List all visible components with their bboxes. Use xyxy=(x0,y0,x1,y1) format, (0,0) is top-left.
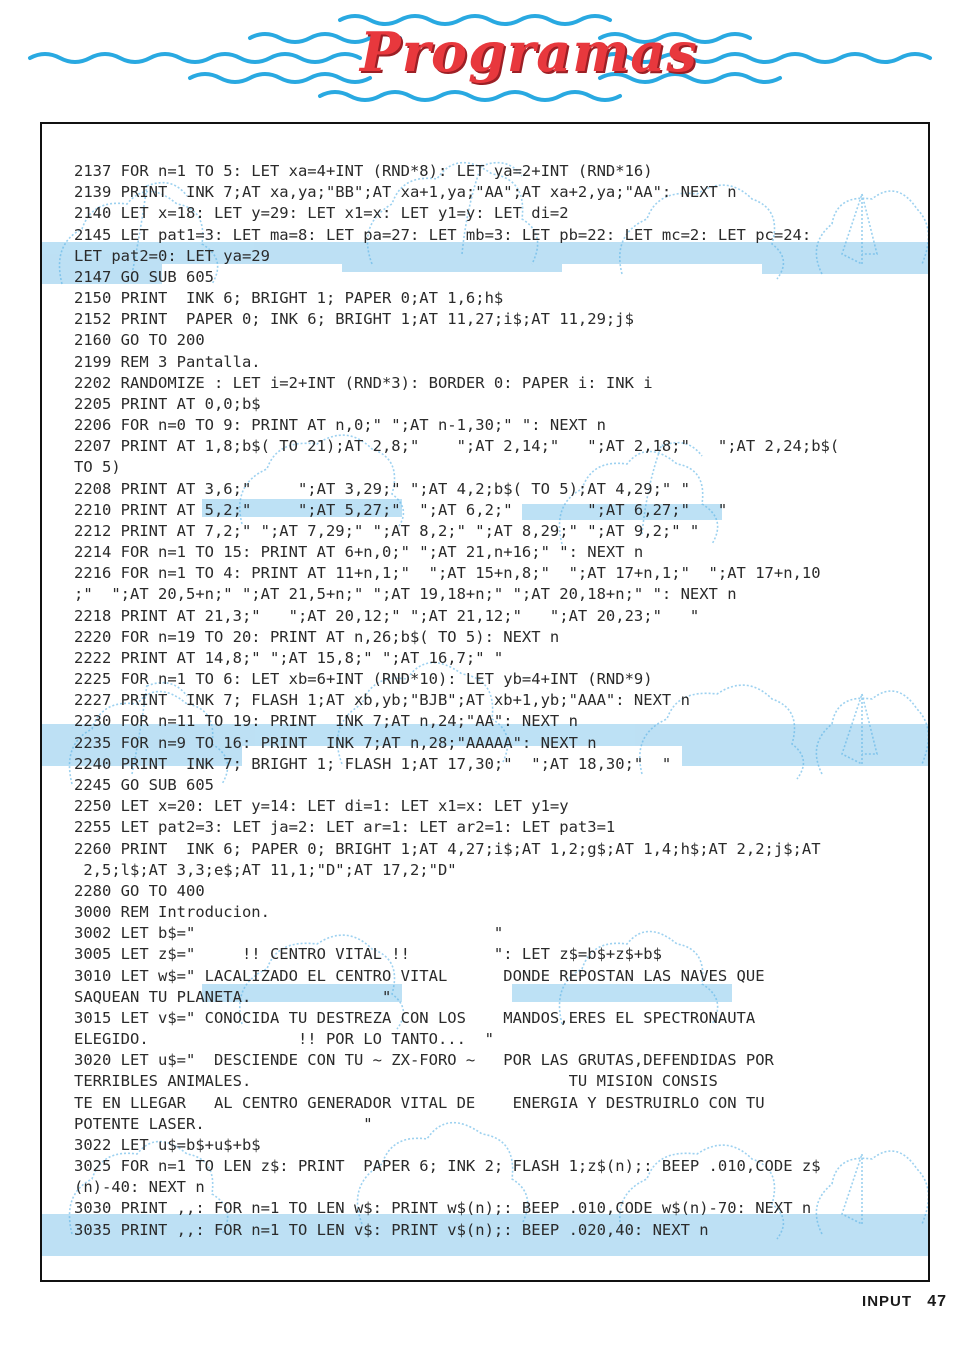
code-line: 3002 LET b$=" " xyxy=(74,924,504,943)
code-line: 2235 FOR n=9 TO 16: PRINT INK 7;AT n,28;"AAAAA": NEXT n xyxy=(74,733,597,752)
code-line: 2230 FOR n=11 TO 19: PRINT INK 7;AT n,24;"AA": NEXT n xyxy=(74,712,578,731)
code-line: 2222 PRINT AT 14,8;" ";AT 15,8;" ";AT 16,7;" " xyxy=(74,648,504,667)
code-line: 2255 LET pat2=3: LET ja=2: LET ar=1: LET ar2=1: LET pat3=1 xyxy=(74,818,616,837)
code-line: 2202 RANDOMIZE : LET i=2+INT (RND*3): BORDER 0: PAPER i: INK i xyxy=(74,373,653,392)
code-line: 2152 PRINT PAPER 0; INK 6; BRIGHT 1;AT 11,27;i$;AT 11,29;j$ xyxy=(74,310,634,329)
code-line: 2140 LET x=18: LET y=29: LET x1=x: LET y1=y: LET di=2 xyxy=(74,204,569,223)
code-line: POTENTE LASER. " xyxy=(74,1114,373,1133)
code-line: 2227 PRINT INK 7; FLASH 1;AT xb,yb;"BJB";AT xb+1,yb;"AAA": NEXT n xyxy=(74,691,690,710)
code-line: 2139 PRINT INK 7;AT xa,ya;"BB";AT xa+1,ya;"AA";AT xa+2,ya;"AA": NEXT n xyxy=(74,183,737,202)
code-line: 3020 LET u$=" DESCIENDE CON TU ~ ZX-FORO ~ POR LAS GRUTAS,DEFENDIDAS POR xyxy=(74,1051,774,1070)
code-line: 3025 FOR n=1 TO LEN z$: PRINT PAPER 6; INK 2; FLASH 1;z$(n);: BEEP .010,CODE z$ xyxy=(74,1157,821,1176)
code-line: 2225 FOR n=1 TO 6: LET xb=6+INT (RND*10): LET yb=4+INT (RND*9) xyxy=(74,670,653,689)
code-line: 2240 PRINT INK 7; BRIGHT 1; FLASH 1;AT 17,30;" ";AT 18,30;" " xyxy=(74,754,672,773)
code-line: 3022 LET u$=b$+u$+b$ xyxy=(74,1135,261,1154)
code-line: 3015 LET v$=" CONOCIDA TU DESTREZA CON LOS MANDOS,ERES EL SPECTRONAUTA xyxy=(74,1008,756,1027)
code-line: LET pat2=0: LET ya=29 xyxy=(74,246,270,265)
code-line: 2216 FOR n=1 TO 4: PRINT AT 11+n,1;" ";AT 15+n,8;" ";AT 17+n,1;" ";AT 17+n,10 xyxy=(74,564,821,583)
code-line: 2205 PRINT AT 0,0;b$ xyxy=(74,394,261,413)
code-line: 3035 PRINT ,,: FOR n=1 TO LEN v$: PRINT v$(n);: BEEP .020,40: NEXT n xyxy=(74,1220,709,1239)
code-line: ;" ";AT 20,5+n;" ";AT 21,5+n;" ";AT 19,18+n;" ";AT 20,18+n;" ": NEXT n xyxy=(74,585,737,604)
page-header xyxy=(0,0,969,110)
code-line: 2214 FOR n=1 TO 15: PRINT AT 6+n,0;" ";AT 21,n+16;" ": NEXT n xyxy=(74,543,644,562)
code-line: 2160 GO TO 200 xyxy=(74,331,205,350)
code-line: 2206 FOR n=0 TO 9: PRINT AT n,0;" ";AT n-1,30;" ": NEXT n xyxy=(74,416,606,435)
code-line: 2147 GO SUB 605 xyxy=(74,267,214,286)
code-line: TE EN LLEGAR AL CENTRO GENERADOR VITAL DE ENERGIA Y DESTRUIRLO CON TU xyxy=(74,1093,765,1112)
code-line: 2245 GO SUB 605 xyxy=(74,775,214,794)
code-line: ELEGIDO. !! POR LO TANTO... " xyxy=(74,1030,494,1049)
code-line: 3000 REM Introducion. xyxy=(74,903,270,922)
code-line: 2218 PRINT AT 21,3;" ";AT 20,12;" ";AT 21,12;" ";AT 20,23;" " xyxy=(74,606,700,625)
page-number: 47 xyxy=(927,1293,947,1310)
code-line: 2145 LET pat1=3: LET ma=8: LET pa=27: LET mb=3: LET pb=22: LET mc=2: LET pc=24: xyxy=(74,225,812,244)
code-line: (n)-40: NEXT n xyxy=(74,1178,205,1197)
page-title: Programas xyxy=(360,20,698,84)
code-line: 2250 LET x=20: LET y=14: LET di=1: LET x1=x: LET y1=y xyxy=(74,797,569,816)
page-footer xyxy=(862,1293,947,1315)
code-line: 2199 REM 3 Pantalla. xyxy=(74,352,261,371)
magazine-name: INPUT xyxy=(862,1293,913,1310)
code-line: 2,5;l$;AT 3,3;e$;AT 11,1;"D";AT 17,2;"D" xyxy=(74,860,457,879)
code-line: SAQUEAN TU PLANETA. " xyxy=(74,987,392,1006)
code-line: 2280 GO TO 400 xyxy=(74,881,205,900)
code-line: 2207 PRINT AT 1,8;b$( TO 21);AT 2,8;" ";AT 2,14;" ";AT 2,18;" ";AT 2,24;b$( xyxy=(74,437,840,456)
code-line: 2210 PRINT AT 5,2;" ";AT 5,27;" ";AT 6,2;" ";AT 6,27;" " xyxy=(74,500,728,519)
basic-code-listing xyxy=(74,161,920,1241)
code-line: 2208 PRINT AT 3,6;" ";AT 3,29;" ";AT 4,2;b$( TO 5);AT 4,29;" " xyxy=(74,479,690,498)
code-line: 2150 PRINT INK 6; BRIGHT 1; PAPER 0;AT 1,6;h$ xyxy=(74,289,504,308)
code-line: 2212 PRINT AT 7,2;" ";AT 7,29;" ";AT 8,2;" ";AT 8,29;" ";AT 9,2;" " xyxy=(74,521,700,540)
code-line: 2260 PRINT INK 6; PAPER 0; BRIGHT 1;AT 4,27;i$;AT 1,2;g$;AT 1,4;h$;AT 2,2;j$;AT xyxy=(74,839,821,858)
code-line: 2137 FOR n=1 TO 5: LET xa=4+INT (RND*8): LET ya=2+INT (RND*16) xyxy=(74,162,653,180)
code-line: 3005 LET z$=" !! CENTRO VITAL !! ": LET z$=b$+z$+b$ xyxy=(74,945,662,964)
code-line: TERRIBLES ANIMALES. TU MISION CONSIS xyxy=(74,1072,718,1091)
code-line: 2220 FOR n=19 TO 20: PRINT AT n,26;b$( TO 5): NEXT n xyxy=(74,627,560,646)
code-line: 3030 PRINT ,,: FOR n=1 TO LEN w$: PRINT w$(n);: BEEP .010,CODE w$(n)-70: NEXT n xyxy=(74,1199,812,1218)
code-line: TO 5) xyxy=(74,458,121,477)
program-listing-box xyxy=(40,122,930,1282)
code-line: 3010 LET w$=" LACALIZADO EL CENTRO VITAL DONDE REPOSTAN LAS NAVES QUE xyxy=(74,966,765,985)
